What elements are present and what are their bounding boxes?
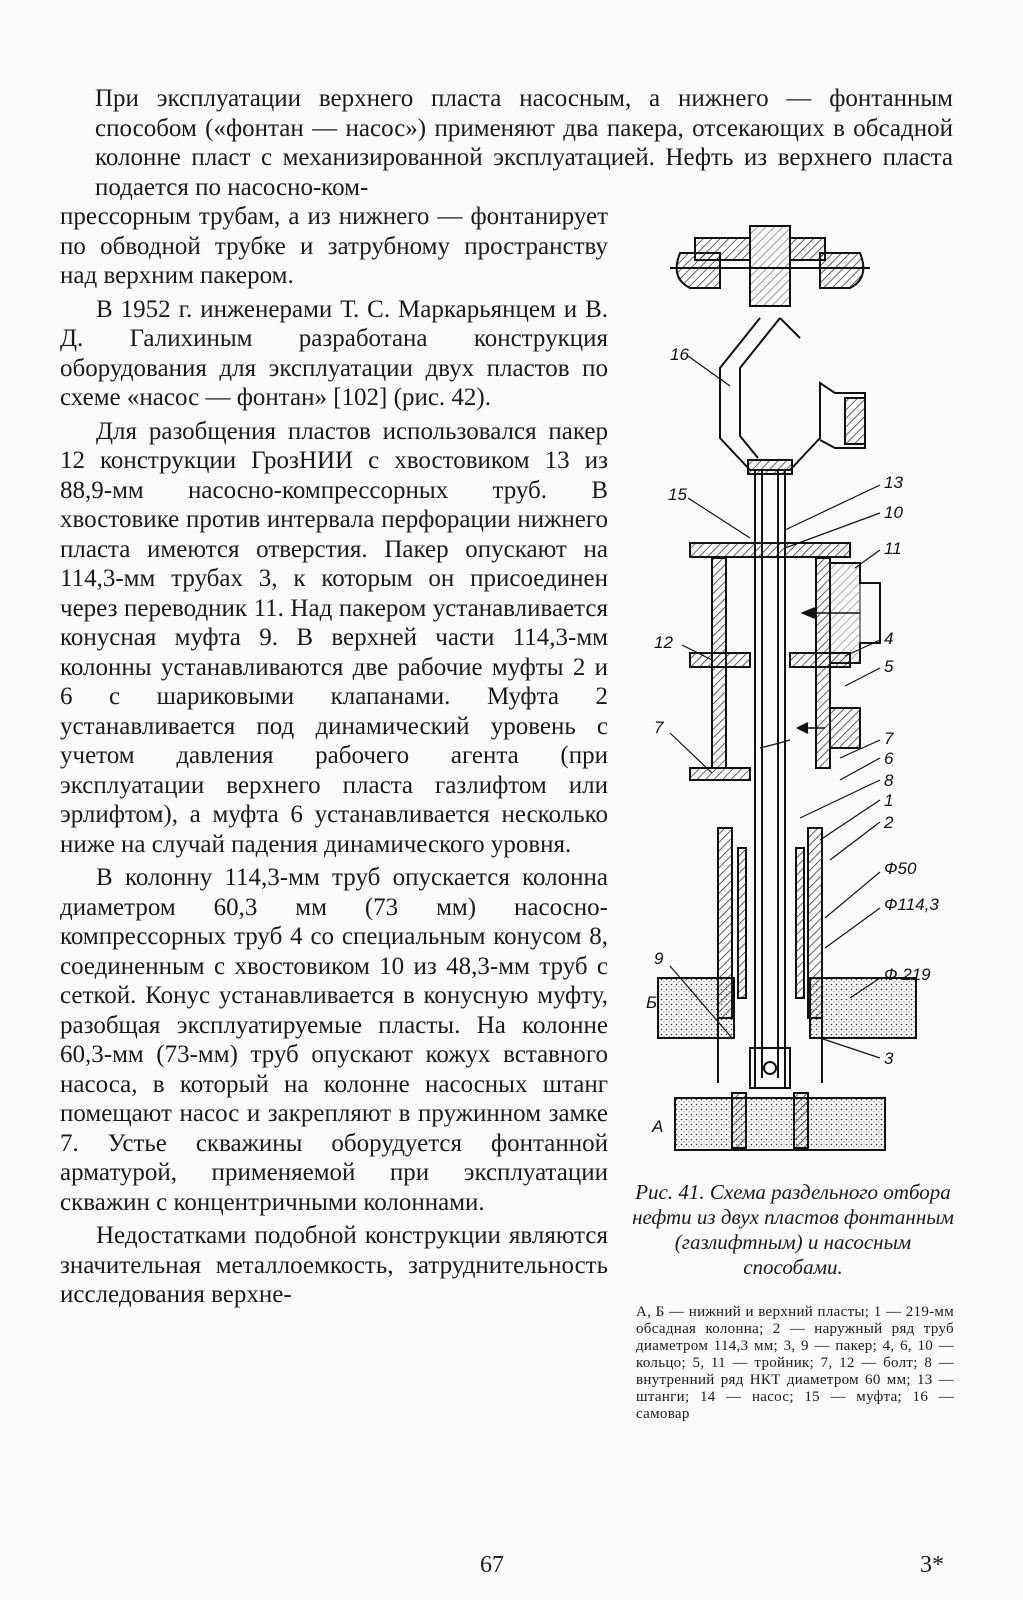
label-diam-219: Ф 219: [884, 965, 931, 984]
label-3: 3: [884, 1049, 894, 1068]
figure-well-equipment: [640, 208, 970, 1168]
paragraph: прессорным трубам, а из нижнего — фонтанирует по обводной трубке и затрубному пространству над верхним пакером.: [60, 203, 608, 289]
figure-legend: А, Б — нижний и верхний пласты; 1 — 219-мм обсадная колонна; 2 — наружный ряд труб диаметром 114,3 мм; 3, 9 — пакер; 4, 6, 10 — кольцо; 5, 11 — тройник; 7, 12 — болт; 8 — внутренний ряд НКТ диаметром 60 мм; 13 — штанги; 14 — насос; 15 — муфта; 16 — самовар: [636, 1304, 954, 1422]
label-15: 15: [668, 485, 687, 504]
label-7-left: 7: [654, 718, 664, 737]
label-6: 6: [884, 749, 894, 768]
text-column: [60, 202, 608, 1314]
label-9: 9: [654, 949, 664, 968]
label-11: 11: [884, 539, 902, 558]
label-16: 16: [670, 345, 689, 364]
label-8: 8: [884, 771, 894, 790]
label-5: 5: [884, 657, 894, 676]
intro-paragraph: При эксплуатации верхнего пласта насосным, а нижнего — фонтанным способом («фонтан — насос») применяют два пакера, отсекающих в обсадной колонне пласт с механизированной эксплуатацией. Нефть из верхнего пласта подается по насосно-ком-: [95, 85, 953, 201]
label-A: А: [652, 1117, 664, 1136]
paragraph: В колонну 114,3-мм труб опускается колонна диаметром 60,3 мм (73 мм) насосно-компрессорных труб 4 со специальным конусом 8, соединенным с хвостовиком 10 из 48,3-мм труб с сеткой. Конус устанавливается в конусную муфту, разобщая эксплуатируемые пласты. На колонне 60,3-мм (73-мм) труб опускают кожух вставного насоса, в который на колонне насосных штанг помещают насос и закрепляют в пружинном замке 7. Устье скважины оборудуется фонтанной арматурой, применяемой при эксплуатации скважин с концентричными колоннами.: [60, 864, 608, 1216]
label-12: 12: [654, 633, 673, 652]
paragraph: В 1952 г. инженерами Т. С. Маркарьянцем и В. Д. Галихиным разработана конструкция оборудования для эксплуатации двух пластов по схеме «насос — фонтан» [102] (рис. 42).: [60, 295, 608, 411]
paragraph: Для разобщения пластов использовался пакер 12 конструкции ГрозНИИ с хвостовиком 13 из 88,9-мм насосно-компрессорных труб. В хвостовике против интервала перфорации нижнего пласта имеются отверстия. Пакер опускают на 114,3-мм трубах 3, к которым он присоединен через переводник 11. Над пакером устанавливается конусная муфта 9. В верхней части 114,3-мм колонны устанавливаются две рабочие муфты 2 и 6 с шариковыми клапанами. Муфта 2 устанавливается под динамический уровень с учетом давления рабочего агента (при эксплуатации верхнего пласта газлифтом или эрлифтом), а муфта 6 устанавливается несколько ниже на случай падения динамического уровня.: [60, 417, 608, 858]
label-diam-50: Ф50: [884, 859, 917, 878]
label-2: 2: [884, 813, 894, 832]
label-4: 4: [884, 629, 894, 648]
label-1: 1: [884, 791, 894, 810]
label-13: 13: [884, 473, 903, 492]
paragraph: Недостатками подобной конструкции являются значительная металлоемкость, затруднительность исследования верхне-: [60, 1222, 608, 1308]
label-10: 10: [884, 503, 903, 522]
well-schematic-diagram: [640, 208, 970, 1168]
page-number: 67: [480, 1552, 504, 1578]
signature-mark: 3*: [920, 1552, 944, 1578]
label-diam-114: Ф114,3: [884, 895, 939, 914]
label-7-right: 7: [884, 729, 894, 748]
label-B: Б: [646, 993, 658, 1012]
figure-caption: Рис. 41. Схема раздельного отбора нефти из двух пластов фонтанным (газлифтным) и насосным способами.: [632, 1180, 954, 1279]
